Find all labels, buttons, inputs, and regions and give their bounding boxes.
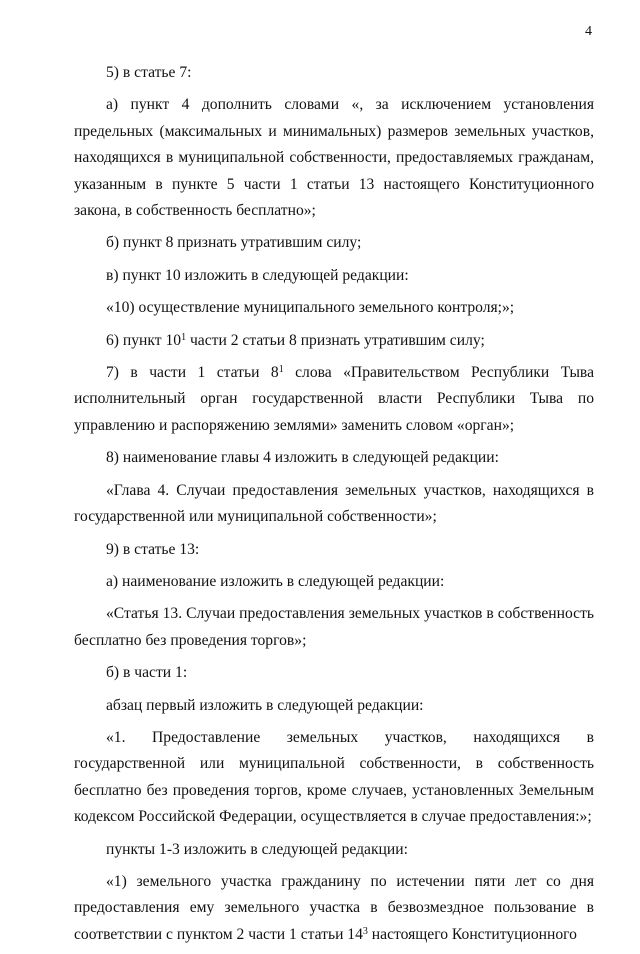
- paragraph-item6-before: 6) пункт 10: [106, 331, 182, 349]
- paragraph-item7-before: 7) в части 1 статьи 8: [106, 364, 279, 382]
- paragraph-first-abzac: абзац первый изложить в следующей редакции:: [106, 696, 424, 714]
- paragraph-item6-after: части 2 статьи 8 признать утратившим силу;: [186, 331, 485, 349]
- paragraph-item7-after: слова «Правительством Республики Тыва исполнительный орган государственной власти Республики Тыва по управлению и распоряжению землями» заменить словом «орган»;: [74, 364, 595, 434]
- paragraph-point1-after: настоящего Конституционного: [367, 925, 577, 943]
- paragraph-item7: [74, 360, 594, 445]
- paragraph-art7-a: а) пункт 4 дополнить словами «, за исключением установления предельных (максимальных и минимальных) размеров земельных участков, находящихся в муниципальной собственности, предоставляемых гражданам, указанным в пункте 5 части 1 статьи 13 настоящего Конституционного закона, в собственность бесплатно»;: [74, 96, 594, 220]
- paragraph-item9-b: б) в части 1:: [106, 664, 188, 682]
- paragraph-item8: 8) наименование главы 4 изложить в следующей редакции:: [106, 449, 499, 467]
- superscript-1: 1: [181, 331, 187, 343]
- paragraph-points1-3: пункты 1-3 изложить в следующей редакции:: [106, 840, 408, 858]
- paragraph-art7: 5) в статье 7:: [106, 64, 192, 81]
- paragraph-item9: 9) в статье 13:: [106, 540, 200, 558]
- paragraph-article13-title: «Статья 13. Случаи предоставления земельных участков в собственность бесплатно без проведения торгов»;: [74, 605, 594, 649]
- paragraph-item6: [74, 328, 594, 360]
- paragraph-point1-before: «1) земельного участка гражданину по истечении пяти лет со дня предоставления ему земельного участка в безвозмездное пользование в соответствии с пунктом 2 части 1 статьи 14: [74, 872, 594, 943]
- paragraph-part1-text: «1. Предоставление земельных участков, находящихся в государственной или муниципальной собственности, в собственность бесплатно без проведения торгов, кроме случаев, установленных Земельным кодексом Российской Федерации, осуществляется в случае предоставления:»;: [74, 728, 594, 826]
- page-number: 4: [585, 24, 592, 39]
- paragraph-art7-v: в) пункт 10 изложить в следующей редакции:: [106, 266, 409, 284]
- superscript-1: 1: [278, 364, 284, 376]
- paragraph-point1-text: [74, 869, 594, 954]
- paragraph-art7-b: б) пункт 8 признать утратившим силу;: [106, 234, 362, 252]
- paragraph-chapter4-title: «Глава 4. Случаи предоставления земельных участков, находящихся в государственной или муниципальной собственности»;: [74, 481, 594, 526]
- superscript-3: 3: [362, 925, 368, 937]
- paragraph-item9-a: а) наименование изложить в следующей редакции:: [106, 572, 445, 590]
- document-body: [74, 60, 594, 954]
- paragraph-point10-text: «10) осуществление муниципального земельного контроля;»;: [106, 299, 515, 317]
